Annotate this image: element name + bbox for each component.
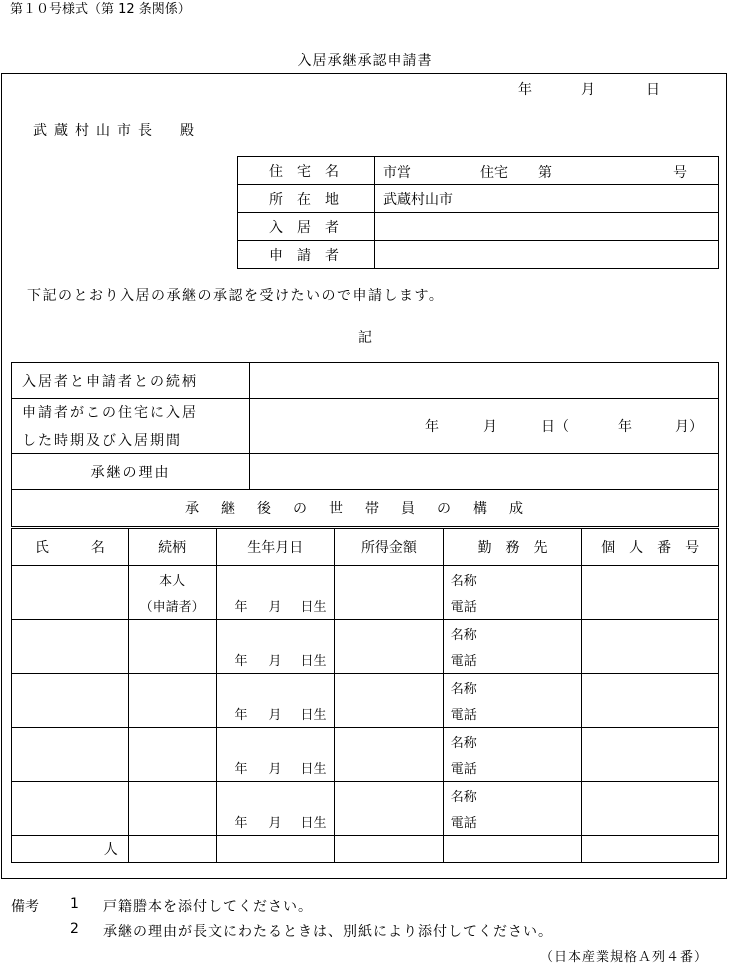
col-name: 氏 名	[12, 529, 129, 566]
label-reason: 承継の理由	[12, 454, 250, 490]
member-name-cell[interactable]	[12, 728, 129, 782]
member-birthdate-cell[interactable]	[216, 782, 335, 836]
housing-suffix: 住宅	[480, 165, 508, 181]
member-workplace-cell[interactable]	[443, 728, 582, 782]
member-relationship-cell[interactable]	[128, 728, 216, 782]
member-relationship-cell[interactable]	[128, 620, 216, 674]
housing-number-prefix: 第	[538, 165, 552, 181]
label-residence-period-line1: 申請者がこの住宅に入居	[22, 405, 198, 421]
birth-day-label: 日生	[300, 762, 327, 777]
member-workplace-cell[interactable]	[443, 674, 582, 728]
birth-year-label: 年	[234, 600, 248, 615]
value-location[interactable]: 武蔵村山市	[375, 185, 719, 213]
period-month: 月	[483, 419, 497, 435]
note-2-number: 2	[70, 921, 79, 937]
member-birthdate-cell[interactable]	[216, 674, 335, 728]
self-label: 本人	[159, 574, 186, 589]
document-title: 入居承継承認申請書	[297, 53, 433, 69]
member-individual-number-cell[interactable]	[582, 728, 719, 782]
date-day: 日	[646, 82, 660, 98]
value-relationship[interactable]	[250, 363, 719, 399]
notes-heading: 備考	[11, 899, 39, 915]
note-1-number: 1	[70, 896, 79, 912]
applicant-info-table	[237, 156, 719, 269]
birth-month-label: 月	[268, 816, 282, 831]
label-location: 所在地	[238, 185, 375, 213]
period-day: 日（	[541, 419, 569, 435]
birth-month-label: 月	[268, 654, 282, 669]
member-name-cell[interactable]	[12, 674, 129, 728]
member-relationship-cell[interactable]	[128, 674, 216, 728]
col-birthdate: 生年月日	[216, 529, 335, 566]
col-relationship: 続柄	[128, 529, 216, 566]
col-workplace: 勤 務 先	[443, 529, 582, 566]
row-applicant	[238, 241, 719, 269]
date-month: 月	[581, 82, 595, 98]
workplace-name-label: 名称	[450, 628, 477, 643]
birth-month-label: 月	[268, 708, 282, 723]
household-header-row	[12, 529, 719, 566]
member-income-cell[interactable]	[335, 566, 444, 620]
workplace-phone-label: 電話	[450, 816, 477, 831]
household-member-row	[12, 566, 719, 620]
label-applicant: 申請者	[238, 241, 375, 269]
household-member-row	[12, 620, 719, 674]
paper-size-note: （日本産業規格Ａ列４番）	[539, 950, 708, 965]
workplace-name-label: 名称	[450, 790, 477, 805]
birth-day-label: 日生	[300, 816, 327, 831]
col-individual-number: 個 人 番 号	[582, 529, 719, 566]
date-year: 年	[518, 82, 532, 98]
period-duration-month: 月）	[675, 419, 703, 435]
total-blank-2	[216, 836, 335, 863]
member-relationship-cell[interactable]	[128, 782, 216, 836]
member-workplace-cell[interactable]	[443, 620, 582, 674]
birth-year-label: 年	[234, 762, 248, 777]
birth-month-label: 月	[268, 762, 282, 777]
member-workplace-cell[interactable]	[443, 782, 582, 836]
row-housing-name	[238, 157, 719, 185]
row-household-heading	[12, 490, 719, 527]
member-individual-number-cell[interactable]	[582, 674, 719, 728]
member-individual-number-cell[interactable]	[582, 566, 719, 620]
birth-month-label: 月	[268, 600, 282, 615]
member-income-cell[interactable]	[335, 620, 444, 674]
member-relationship-cell[interactable]	[128, 566, 216, 620]
member-individual-number-cell[interactable]	[582, 782, 719, 836]
member-name-cell[interactable]	[12, 620, 129, 674]
total-blank-4	[443, 836, 582, 863]
total-count-cell[interactable]: 人	[12, 836, 129, 863]
label-housing-name: 住宅名	[238, 157, 375, 185]
member-birthdate-cell[interactable]	[216, 728, 335, 782]
period-duration-year: 年	[618, 419, 632, 435]
application-statement: 下記のとおり入居の承継の承認を受けたいので申請します。	[27, 288, 445, 304]
workplace-phone-label: 電話	[450, 762, 477, 777]
value-resident[interactable]	[375, 213, 719, 241]
birth-year-label: 年	[234, 708, 248, 723]
self-applicant-label: （申請者）	[139, 600, 205, 615]
workplace-name-label: 名称	[450, 682, 477, 697]
label-residence-period-line2: した時期及び入居期間	[22, 433, 182, 449]
period-year: 年	[425, 419, 439, 435]
workplace-phone-label: 電話	[450, 708, 477, 723]
value-applicant[interactable]	[375, 241, 719, 269]
birth-day-label: 日生	[300, 600, 327, 615]
row-resident	[238, 213, 719, 241]
birth-year-label: 年	[234, 816, 248, 831]
row-reason	[12, 454, 719, 490]
member-income-cell[interactable]	[335, 782, 444, 836]
label-resident: 入居者	[238, 213, 375, 241]
date-line	[518, 79, 718, 99]
detail-table	[11, 362, 719, 527]
household-member-row	[12, 782, 719, 836]
birth-day-label: 日生	[300, 654, 327, 669]
member-income-cell[interactable]	[335, 728, 444, 782]
member-name-cell[interactable]	[12, 566, 129, 620]
member-birthdate-cell[interactable]	[216, 620, 335, 674]
member-income-cell[interactable]	[335, 674, 444, 728]
member-name-cell[interactable]	[12, 782, 129, 836]
row-location	[238, 185, 719, 213]
birth-day-label: 日生	[300, 708, 327, 723]
total-blank-3	[335, 836, 444, 863]
workplace-name-label: 名称	[450, 574, 477, 589]
household-total-row	[12, 836, 719, 863]
member-individual-number-cell[interactable]	[582, 620, 719, 674]
row-residence-period	[12, 399, 719, 454]
total-blank-5	[582, 836, 719, 863]
form-number: 第１０号様式（第 12 条関係）	[10, 2, 191, 17]
workplace-phone-label: 電話	[450, 654, 477, 669]
workplace-phone-label: 電話	[450, 600, 477, 615]
note-1-text: 戸籍謄本を添付してください。	[103, 899, 313, 915]
note-2-text: 承継の理由が長文にわたるときは、別紙により添付してください。	[103, 924, 553, 940]
ki-heading: 記	[358, 330, 372, 346]
value-housing-name[interactable]	[375, 157, 719, 185]
member-workplace-cell[interactable]	[443, 566, 582, 620]
household-table	[11, 528, 719, 863]
household-heading: 承継後の世帯員の構成	[12, 490, 719, 527]
value-reason[interactable]	[250, 454, 719, 490]
addressee: 武蔵村山市長 殿	[33, 123, 201, 139]
workplace-name-label: 名称	[450, 736, 477, 751]
total-blank-1	[128, 836, 216, 863]
housing-number-suffix: 号	[673, 165, 687, 181]
household-member-row	[12, 674, 719, 728]
label-residence-period	[12, 399, 250, 454]
household-member-row	[12, 728, 719, 782]
member-birthdate-cell[interactable]	[216, 566, 335, 620]
housing-city-owned: 市営	[383, 165, 411, 181]
birth-year-label: 年	[234, 654, 248, 669]
col-income: 所得金額	[335, 529, 444, 566]
value-residence-period[interactable]	[250, 399, 719, 454]
row-relationship	[12, 363, 719, 399]
label-relationship: 入居者と申請者との続柄	[12, 363, 250, 399]
